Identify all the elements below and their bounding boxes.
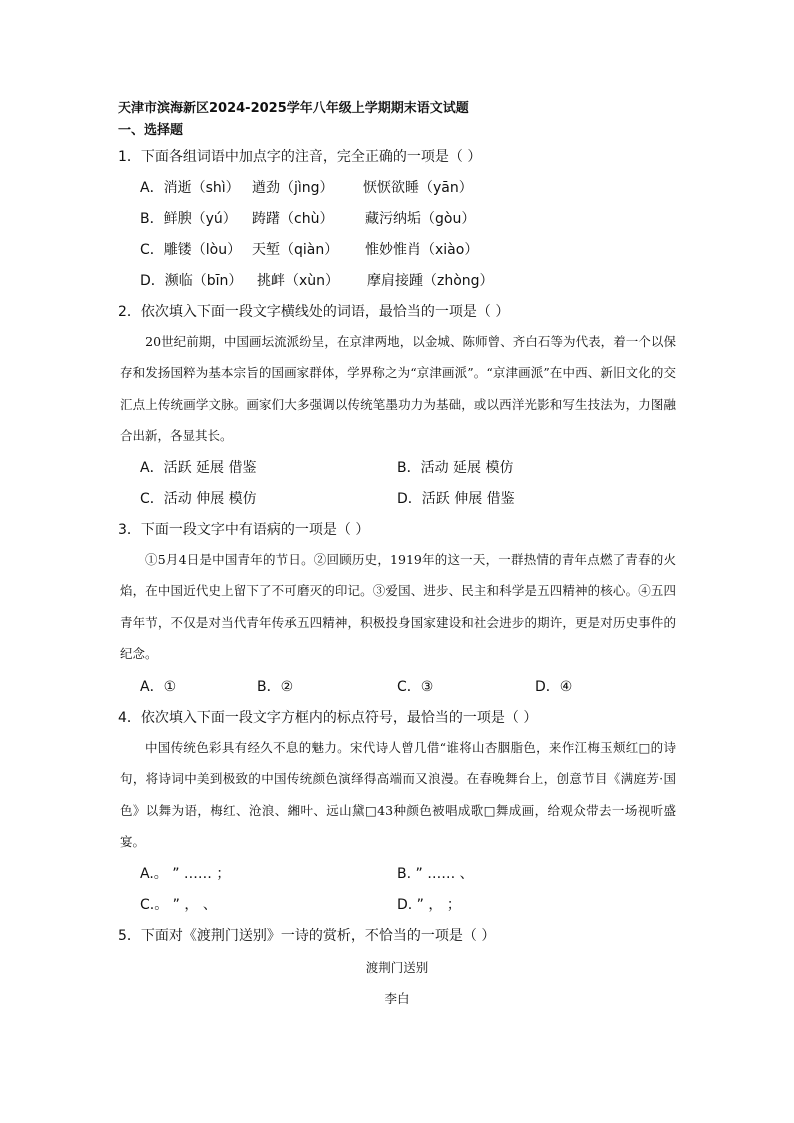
question-3-stem: 3．下面一段文字中有语病的一项是（ ） [118, 522, 370, 538]
question-4-passage: 中国传统色彩具有经久不息的魅力。宋代诗人曾几借“谁将山杏胭脂色，来作江梅玉颊红□的诗句，将诗词中美到极致的中国传统颜色演绎得高端而又浪漫。在春晚舞台上，创意节目《满庭芳·国色》以舞为语，梅红、沧浪、緗叶、远山黛□43种颜色被唱成歌□舞成画，给观众带去一场视听盛宴。 [120, 740, 676, 849]
q3-option-d: D．④ [535, 679, 573, 695]
section-heading: 一、选择题 [118, 123, 184, 138]
poem-author: 李白 [384, 991, 410, 1006]
q2-option-d: D．活跃 伸展 借鉴 [397, 491, 515, 507]
q1-option-a-word-1: A．消逝（shì） [140, 180, 240, 196]
q3-option-c: C．③ [397, 679, 434, 695]
q1-option-c-word-3: 惟妙惟肖（xiào） [365, 242, 479, 258]
q1-option-c-word-1: C．雕镂（lòu） [140, 242, 242, 258]
question-1-stem: 1．下面各组词语中加点字的注音，完全正确的一项是（ ） [118, 149, 482, 165]
poem-title: 渡荆门送别 [365, 960, 429, 975]
q4-option-c: C.。 ” ， 、 [140, 897, 217, 913]
question-5-stem: 5．下面对《渡荆门送别》一诗的赏析，不恰当的一项是（ ） [118, 928, 496, 944]
q1-option-d-word-2: 挑衅（xùn） [257, 273, 340, 289]
question-2-stem: 2．依次填入下面一段文字横线处的词语，最恰当的一项是（ ） [118, 304, 510, 320]
q3-option-a: A．① [140, 679, 177, 695]
q2-option-b: B．活动 延展 模仿 [397, 460, 514, 476]
q1-option-c-word-2: 天堑（qiàn） [252, 242, 339, 258]
q1-option-d-word-3: 摩肩接踵（zhòng） [367, 273, 494, 289]
q2-option-a: A．活跃 延展 借鉴 [140, 460, 257, 476]
q1-option-a-word-3: 恹恹欲睡（yān） [363, 180, 473, 196]
q4-option-a: A.。 ” …… ； [140, 866, 231, 882]
q4-option-b: B. ” …… 、 [397, 866, 474, 882]
q1-option-b-word-2: 踌躇（chù） [252, 211, 334, 227]
q1-option-b-word-3: 藏污纳垢（gòu） [365, 211, 476, 227]
exam-title: 天津市滨海新区2024-2025学年八年级上学期期末语文试题 [118, 101, 469, 116]
question-3-passage: ①5月4日是中国青年的节日。②回顾历史，1919年的这一天，一群热情的青年点燃了青春的火焰，在中国近代史上留下了不可磨灭的印记。③爱国、进步、民主和科学是五四精神的核心。④五四青年节，不仅是对当代青年传承五四精神，积极投身国家建设和社会进步的期许，更是对历史事件的纪念。 [120, 552, 676, 661]
q1-option-d-word-1: D．濒临（bīn） [140, 273, 243, 289]
q4-option-d: D. ” ， ； [397, 897, 461, 913]
q1-option-b-word-1: B．鲜腴（yú） [140, 211, 237, 227]
q1-option-a-word-2: 遒劲（jìng） [252, 180, 334, 196]
question-2-passage: 20世纪前期，中国画坛流派纷呈，在京津两地，以金城、陈师曾、齐白石等为代表，着一个以保存和发扬国粹为基本宗旨的国画家群体，学界称之为“京津画派”。“京津画派”在中西、新旧文化的交汇点上传统画学文脉。画家们大多强调以传统笔墨功力为基础，或以西洋光影和写生技法为，力图融合出新，各显其长。 [120, 334, 676, 443]
question-4-stem: 4．依次填入下面一段文字方框内的标点符号，最恰当的一项是（ ） [118, 710, 538, 726]
q2-option-c: C．活动 伸展 模仿 [140, 491, 257, 507]
q3-option-b: B．② [257, 679, 294, 695]
